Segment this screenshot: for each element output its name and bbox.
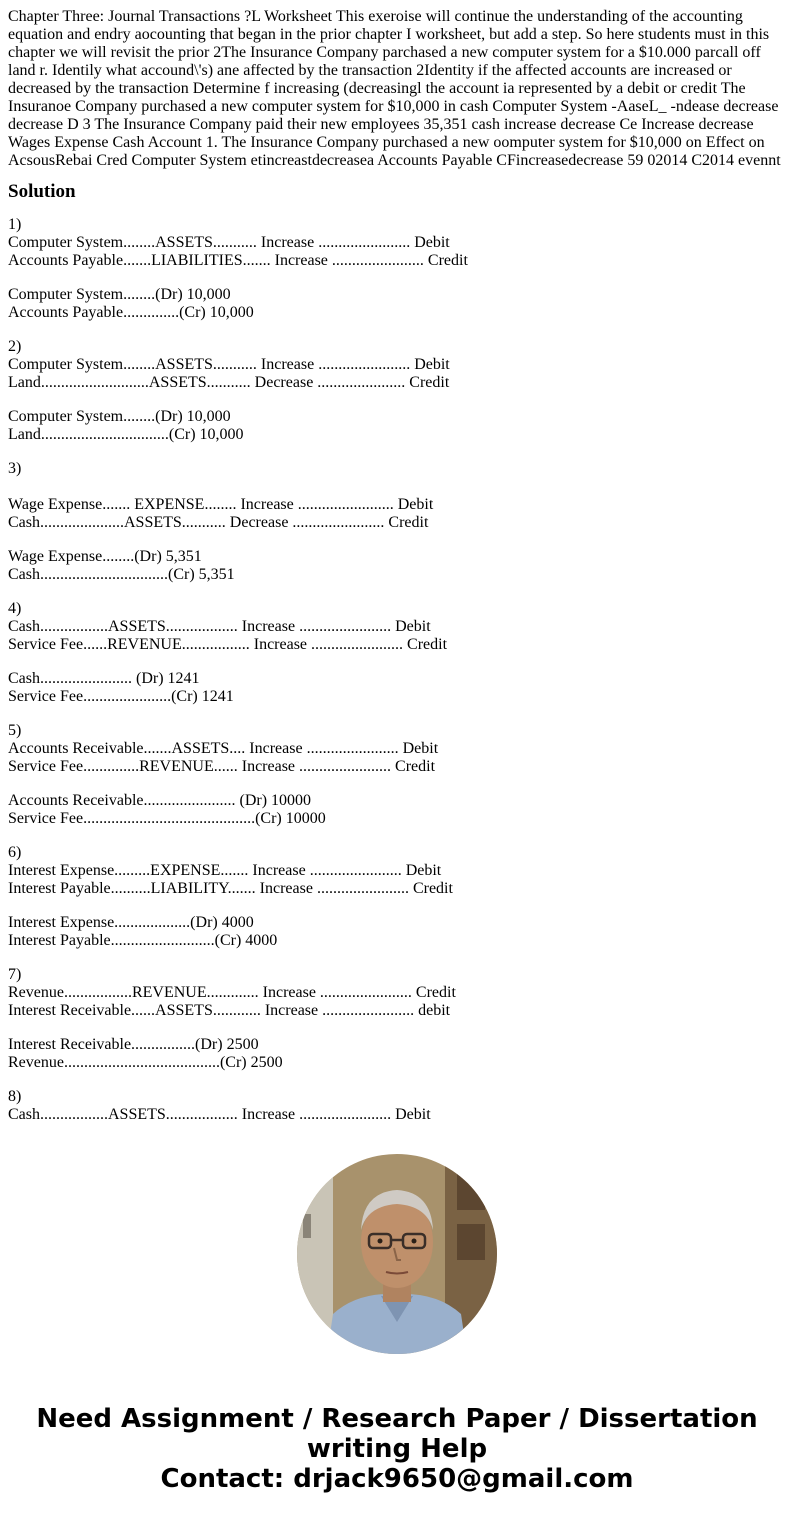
analysis-lines — [8, 862, 786, 898]
journal-entry-line: Service Fee...........................................(Cr) 10000 — [8, 810, 326, 827]
analysis-line: Cash.................ASSETS.................. Increase ....................... Debit — [8, 1106, 431, 1122]
analysis-line: Computer System........ASSETS........... Increase ....................... Debit — [8, 356, 450, 373]
analysis-line: Interest Expense.........EXPENSE....... Increase ....................... Debit — [8, 862, 442, 879]
avatar — [297, 1154, 497, 1354]
solution-item — [8, 722, 786, 828]
solution-number: 3) — [8, 460, 22, 477]
journal-entry-line: Cash....................... (Dr) 1241 — [8, 670, 200, 687]
journal-entries — [8, 408, 786, 444]
solution-heading: Solution — [8, 181, 76, 202]
solution-item — [8, 460, 786, 584]
journal-entry-line: Cash................................(Cr) 5,351 — [8, 566, 235, 583]
solution-number: 7) — [8, 966, 22, 983]
solutions-list — [8, 216, 786, 1122]
analysis-line: Computer System........ASSETS........... Increase ....................... Debit — [8, 234, 450, 251]
solution-number: 5) — [8, 722, 22, 739]
journal-entry-line: Interest Payable..........................(Cr) 4000 — [8, 932, 278, 949]
solution-number: 2) — [8, 338, 22, 355]
journal-entry-line: Computer System........(Dr) 10,000 — [8, 286, 231, 303]
promo-line-3: Contact: drjack9650@gmail.com — [160, 1464, 634, 1494]
analysis-lines — [8, 984, 786, 1020]
analysis-line: Accounts Payable.......LIABILITIES....... Increase ....................... Credit — [8, 252, 468, 269]
solution-number: 4) — [8, 600, 22, 617]
journal-entry-line: Accounts Receivable....................... (Dr) 10000 — [8, 792, 312, 809]
journal-entry-line: Interest Expense...................(Dr) 4000 — [8, 914, 254, 931]
analysis-line: Service Fee......REVENUE................. Increase ....................... Credit — [8, 636, 448, 653]
journal-entry-line: Interest Receivable................(Dr) 2500 — [8, 1036, 259, 1053]
promo-line-1: Need Assignment / Research Paper / Dissertation — [36, 1404, 758, 1434]
question-text: Chapter Three: Journal Transactions ?L Worksheet This exeroise will continue the understanding of the accounting equation and endry aocounting that began in the prior chapter I worksheet, but add a step. So here students must in this chapter we will revisit the prior 2The Insurance Company parchased a new computer system for a $10.000 parcall off land r. Identily what accound\'s) ane affected by the transaction 2Identity if the affected accounts are increased or decreased by the transaction Determine f increasing (decreasingl the account ia represented by a debit or credit The Insuranoe Company purchased a new computer system for $10,000 in cash Computer System -AaseL_ -ndease decrease decrease D 3 The Insurance Company paid their new employees 35,351 cash increase decrease Ce Increase decrease Wages Expense Cash Account 1. The Insurance Company purchased a new oomputer system for $10,000 on Effect on AcsousRebai Cred Computer System etincreastdecreasea Accounts Payable CFincreasedecrease 59 02014 C2014 evennt — [8, 8, 781, 169]
solution-number: 6) — [8, 844, 22, 861]
analysis-line: Wage Expense....... EXPENSE........ Increase ........................ Debit — [8, 496, 434, 513]
analysis-line: Cash.....................ASSETS........... Decrease ....................... Credit — [8, 514, 429, 531]
solution-item — [8, 338, 786, 444]
analysis-line: Land...........................ASSETS........... Decrease ...................... Credit — [8, 374, 450, 391]
promo-line-2: writing Help — [306, 1434, 488, 1464]
journal-entry-line: Revenue.......................................(Cr) 2500 — [8, 1054, 283, 1071]
analysis-line: Accounts Receivable.......ASSETS.... Increase ....................... Debit — [8, 740, 439, 757]
analysis-line — [8, 478, 786, 496]
analysis-lines — [8, 740, 786, 776]
promo-section — [0, 1122, 794, 1523]
solution-number: 8) — [8, 1088, 22, 1105]
portrait-photo — [297, 1154, 497, 1354]
solution-item — [8, 1088, 786, 1122]
journal-entry-line: Land................................(Cr) 10,000 — [8, 426, 244, 443]
analysis-lines — [8, 356, 786, 392]
solution-item — [8, 216, 786, 322]
solution-item — [8, 600, 786, 706]
journal-entry-line: Service Fee......................(Cr) 1241 — [8, 688, 234, 705]
analysis-lines — [8, 618, 786, 654]
solution-item — [8, 966, 786, 1072]
analysis-line: Cash.................ASSETS.................. Increase ....................... Debit — [8, 618, 431, 635]
journal-entry-line: Accounts Payable..............(Cr) 10,000 — [8, 304, 254, 321]
analysis-line: Interest Payable..........LIABILITY....... Increase ....................... Credit — [8, 880, 453, 897]
solution-number: 1) — [8, 216, 22, 233]
analysis-lines — [8, 1106, 786, 1122]
promo-text — [0, 1404, 794, 1494]
journal-entry-line: Wage Expense........(Dr) 5,351 — [8, 548, 202, 565]
journal-entries — [8, 914, 786, 950]
journal-entries — [8, 1036, 786, 1072]
journal-entries — [8, 670, 786, 706]
analysis-line: Service Fee..............REVENUE...... Increase ....................... Credit — [8, 758, 436, 775]
analysis-lines — [8, 478, 786, 532]
journal-entries — [8, 286, 786, 322]
solution-item — [8, 844, 786, 950]
journal-entries — [8, 792, 786, 828]
analysis-line: Interest Receivable......ASSETS............ Increase ....................... debit — [8, 1002, 451, 1019]
analysis-lines — [8, 234, 786, 270]
analysis-line: Revenue.................REVENUE............. Increase ....................... Credit — [8, 984, 456, 1001]
journal-entry-line: Computer System........(Dr) 10,000 — [8, 408, 231, 425]
journal-entries — [8, 548, 786, 584]
